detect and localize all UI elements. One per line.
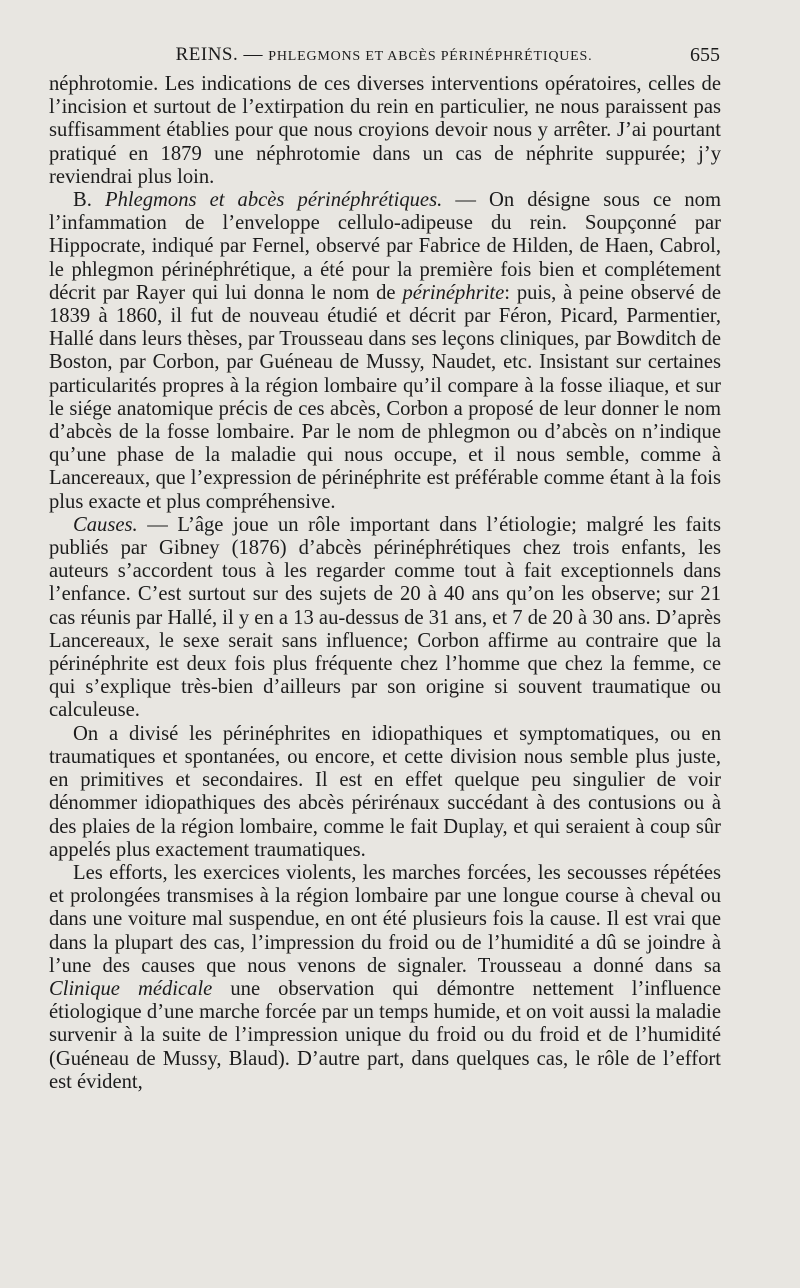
running-title-main: REINS. — — [175, 44, 269, 65]
paragraph-causes — [49, 514, 721, 723]
term-perinephrite: périnéphrite — [402, 281, 505, 304]
section-letter: B. — [73, 189, 105, 212]
running-title-subject: PHLEGMONS ET ABCÈS PÉRINÉPHRÉTIQUES. — [268, 49, 593, 64]
book-title: Clinique médicale — [49, 977, 213, 1000]
paragraph-text: — On désigne sous ce nom l’infammation de l’enveloppe cellulo-adipeuse du rein. Soupçonné par Hippocrate, indiqué par Fernel, observé par Fabrice de Hilden, de Haen, Cabrol, le phlegmon périnéphrétique, a été pour la première fois bien et complétement décrit par Rayer qui lui donna le nom de — [49, 189, 721, 304]
running-header — [48, 40, 720, 70]
running-title — [48, 40, 720, 72]
paragraph-text: Les efforts, les exercices violents, les marches forcées, les secousses répétées et prolongées transmises à la région lombaire par une longue course à cheval ou dans une voiture mal suspendue, en ont été plusieurs fois la cause. Il est vrai que dans la plupart des cas, l’impression du froid ou de l’humidité a dû se joindre à l’une des causes que nous venons de signaler. Trousseau a donné dans sa — [49, 861, 721, 977]
page-number: 655 — [690, 44, 720, 66]
section-title: Phlegmons et abcès périnéphrétiques. — [104, 189, 443, 212]
body-text — [49, 73, 721, 1094]
paragraph-text: une observation qui démontre nettement l’influence étiologique d’une marche forcée par un temps humide, et on voit aussi la maladie survenir à la suite de l’impression unique du froid ou du froid et de l’humidité (Guéneau de Mussy, Blaud). D’autre part, dans quelques cas, le rôle de l’effort est évident, — [49, 977, 721, 1093]
paragraph-text: : puis, à peine observé de 1839 à 1860, il fut de nouveau étudié et décrit par Féron, Picard, Parmentier, Hallé dans leurs thèses, par Trousseau dans ses leçons cliniques, par Bowditch de Boston, par Corbon, par Guéneau de Mussy, Naudet, etc. Insistant sur certaines particularités propres à la région lombaire qu’il compare à la fosse iliaque, et sur le siége anatomique précis de ces abcès, Corbon a proposé de leur donner le nom d’abcès de la fosse lombaire. Par le nom de phlegmon ou d’abcès on n’indique qu’une phase de la maladie qui nous occupe, et il nous semble, comme à Lancereaux, que l’expression de périnéphrite est préférable comme étant à la fois plus exacte et plus compréhensive. — [49, 281, 721, 513]
paragraph-efforts — [49, 862, 721, 1094]
paragraph-classification: On a divisé les périnéphrites en idiopathiques et symptomatiques, ou en traumatiques et spontanées, ou encore, et cette division nous semble plus juste, en primitives et secondaires. Il est en effet quelque peu singulier de voir dénommer idiopathiques des abcès périrénaux succédant à des contusions ou à des plaies de la région lombaire, comme le fait Duplay, et qui seraient à coup sûr appelés plus exactement traumatiques. — [49, 722, 721, 861]
paragraph-nephrotomie: néphrotomie. Les indications de ces diverses interventions opératoires, celles de l’incision et surtout de l’extirpation du rein en particulier, ne nous paraissent pas suffisamment établies pour que nous croyions devoir nous y arrêter. J’ai pourtant pratiqué en 1879 une néphrotomie dans un cas de néphrite suppurée; j’y reviendrai plus loin. — [49, 73, 721, 188]
paragraph-text: — L’âge joue un rôle important dans l’étiologie; malgré les faits publiés par Gibney (1876) d’abcès périnéphrétiques chez trois enfants, les auteurs s’accordent tous à les regarder comme tout à fait exceptionnels dans l’enfance. C’est surtout sur des sujets de 20 à 40 ans qu’on les observe; sur 21 cas réunis par Hallé, il y en a 13 au-dessus de 31 ans, et 7 de 20 à 30 ans. D’après Lancereaux, le sexe serait sans influence; Corbon affirme au contraire que la périnéphrite est deux fois plus fréquente chez l’homme que chez la femme, ce qui s’explique très-bien d’ailleurs par son origine si souvent traumatique ou calculeuse. — [49, 513, 721, 722]
paragraph-phlegmons — [49, 189, 721, 514]
section-title: Causes. — [73, 513, 138, 536]
